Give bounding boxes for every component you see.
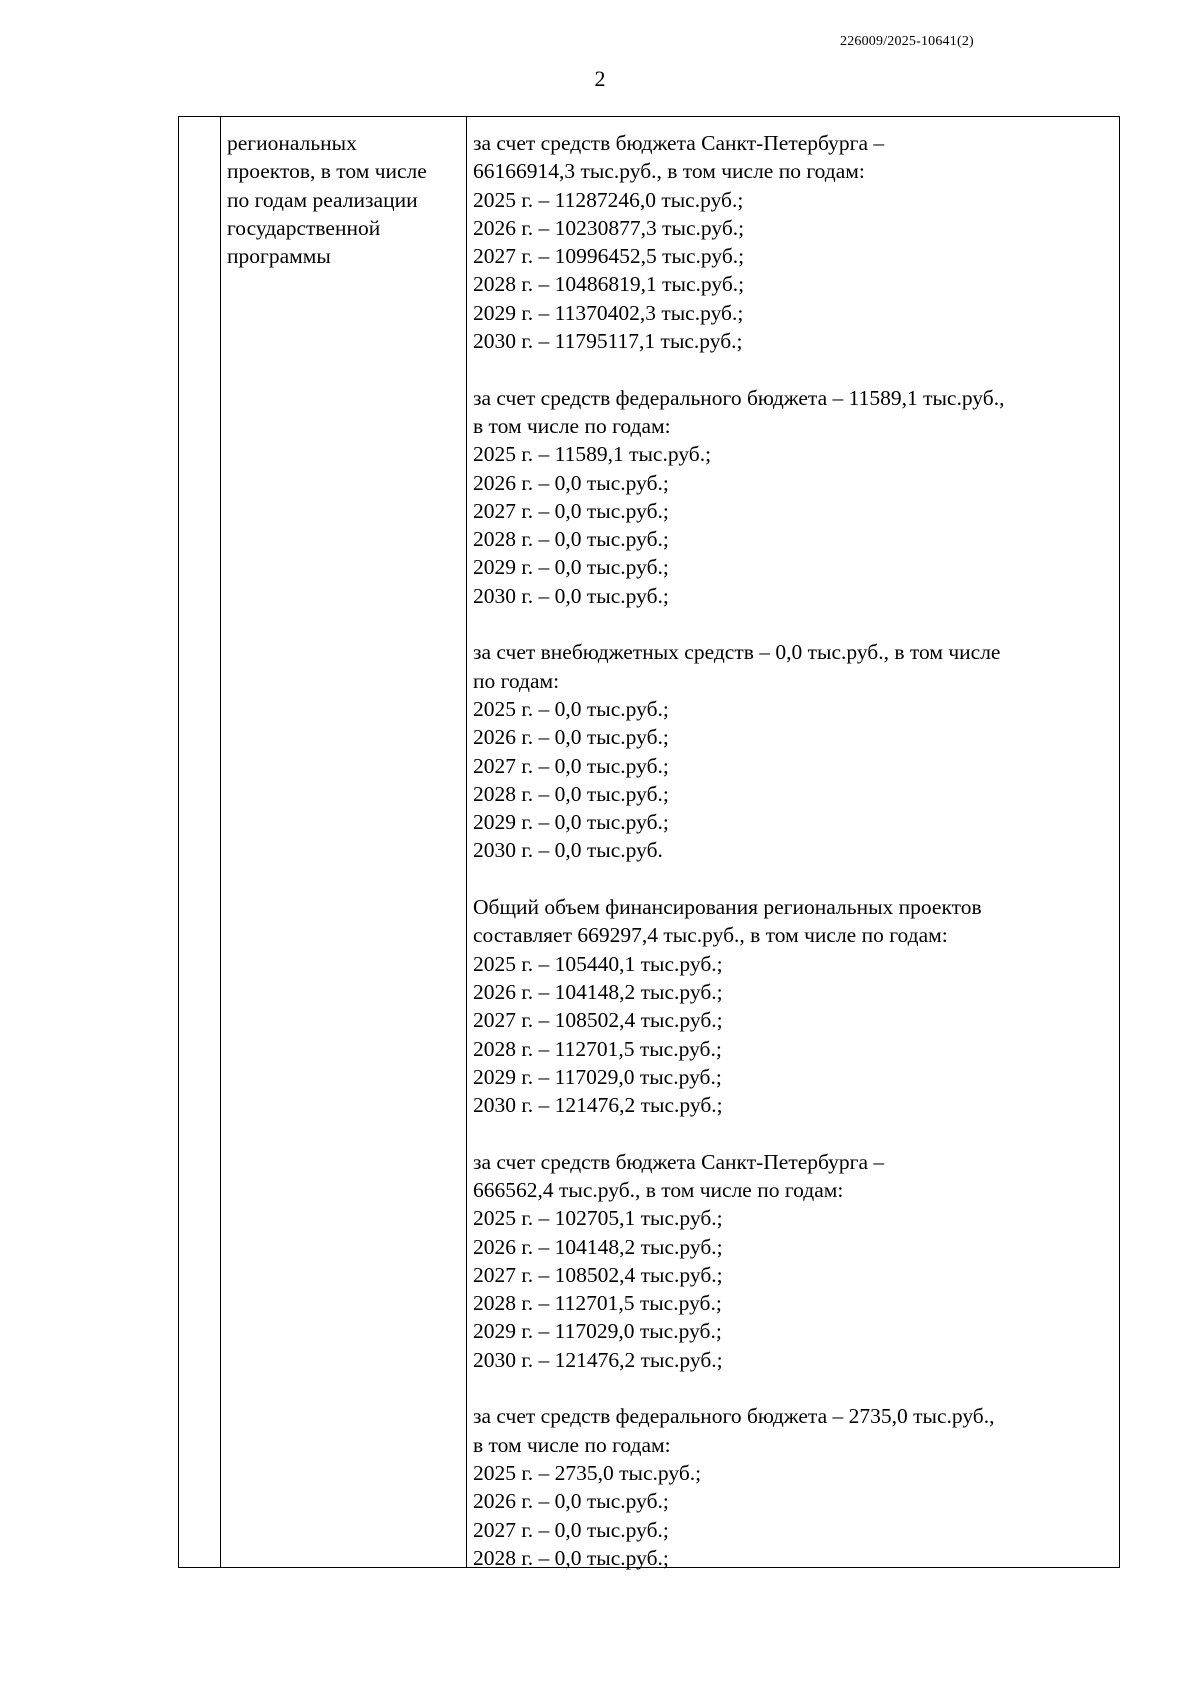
funding-block-regional-federal-budget — [473, 1402, 1119, 1572]
table-column-index — [179, 117, 221, 1567]
funding-line: 2025 г. – 102705,1 тыс.руб.; — [473, 1206, 723, 1231]
funding-line: 2028 г. – 112701,5 тыс.руб.; — [473, 1036, 722, 1061]
funding-line: 2026 г. – 0,0 тыс.руб.; — [473, 1489, 669, 1514]
funding-line: 2026 г. – 0,0 тыс.руб.; — [473, 470, 669, 495]
funding-line: 2025 г. – 0,0 тыс.руб.; — [473, 696, 669, 721]
funding-line: 2027 г. – 0,0 тыс.руб.; — [473, 753, 669, 778]
funding-block-spb-budget — [473, 129, 1119, 355]
funding-line: 2027 г. – 108502,4 тыс.руб.; — [473, 1008, 723, 1033]
funding-block-regional-projects-total — [473, 893, 1119, 1119]
funding-line: 2027 г. – 0,0 тыс.руб.; — [473, 1517, 669, 1542]
funding-line: 2026 г. – 10230877,3 тыс.руб.; — [473, 215, 745, 240]
funding-line: 2027 г. – 10996452,5 тыс.руб.; — [473, 244, 745, 269]
funding-block-federal-budget — [473, 384, 1119, 610]
funding-block-extrabudgetary — [473, 638, 1119, 864]
table-cell-funding — [467, 117, 1119, 1570]
funding-line: 2029 г. – 0,0 тыс.руб.; — [473, 810, 669, 835]
funding-line: 2029 г. – 117029,0 тыс.руб.; — [473, 1064, 722, 1089]
funding-line: 2027 г. – 108502,4 тыс.руб.; — [473, 1262, 723, 1287]
table-cell-description — [221, 117, 467, 1567]
funding-line: 2026 г. – 104148,2 тыс.руб.; — [473, 1234, 723, 1259]
funding-table — [178, 116, 1120, 1568]
funding-line: 2026 г. – 104148,2 тыс.руб.; — [473, 979, 723, 1004]
funding-line: за счет средств федерального бюджета – 2735,0 тыс.руб., — [473, 1404, 995, 1429]
funding-line: 666562,4 тыс.руб., в том числе по годам: — [473, 1177, 844, 1202]
funding-line: 66166914,3 тыс.руб., в том числе по годам: — [473, 159, 865, 184]
description-line: государственной — [227, 215, 381, 240]
description-line: региональных — [227, 131, 357, 155]
funding-line: 2028 г. – 0,0 тыс.руб.; — [473, 1545, 669, 1570]
funding-line: Общий объем финансирования региональных проектов — [473, 895, 982, 920]
funding-line: 2026 г. – 0,0 тыс.руб.; — [473, 725, 669, 750]
funding-line: 2025 г. – 105440,1 тыс.руб.; — [473, 951, 723, 976]
document-number: 226009/2025-10641(2) — [840, 34, 974, 49]
funding-line: 2028 г. – 112701,5 тыс.руб.; — [473, 1291, 722, 1316]
funding-line: в том числе по годам: — [473, 413, 671, 438]
funding-line: в том числе по годам: — [473, 1432, 671, 1457]
funding-line: 2028 г. – 10486819,1 тыс.руб.; — [473, 272, 745, 297]
funding-line: 2029 г. – 0,0 тыс.руб.; — [473, 555, 669, 580]
funding-line: 2030 г. – 0,0 тыс.руб. — [473, 838, 663, 863]
funding-block-regional-spb-budget — [473, 1148, 1119, 1374]
funding-line: за счет средств федерального бюджета – 11589,1 тыс.руб., — [473, 385, 1005, 410]
funding-line: 2028 г. – 0,0 тыс.руб.; — [473, 781, 669, 806]
funding-line: 2029 г. – 117029,0 тыс.руб.; — [473, 1319, 722, 1344]
funding-line: за счет внебюджетных средств – 0,0 тыс.руб., в том числе — [473, 640, 1001, 665]
funding-line: составляет 669297,4 тыс.руб., в том числе по годам: — [473, 923, 948, 948]
funding-line: за счет средств бюджета Санкт-Петербурга – — [473, 1149, 885, 1174]
description-line: проектов, в том числе — [227, 159, 427, 184]
funding-line: 2028 г. – 0,0 тыс.руб.; — [473, 527, 669, 552]
funding-line: 2030 г. – 11795117,1 тыс.руб.; — [473, 329, 743, 354]
funding-line: 2029 г. – 11370402,3 тыс.руб.; — [473, 300, 744, 325]
funding-line: за счет средств бюджета Санкт-Петербурга – — [473, 131, 885, 155]
description-line: программы — [227, 244, 331, 269]
description-line: по годам реализации — [227, 187, 418, 212]
funding-line: 2030 г. – 121476,2 тыс.руб.; — [473, 1347, 723, 1372]
page-number: 2 — [594, 66, 606, 91]
funding-line: 2025 г. – 11287246,0 тыс.руб.; — [473, 187, 744, 212]
funding-line: 2030 г. – 0,0 тыс.руб.; — [473, 583, 669, 608]
funding-line: 2025 г. – 11589,1 тыс.руб.; — [473, 442, 712, 467]
funding-line: 2025 г. – 2735,0 тыс.руб.; — [473, 1460, 702, 1485]
funding-line: 2027 г. – 0,0 тыс.руб.; — [473, 498, 669, 523]
funding-line: по годам: — [473, 668, 560, 693]
funding-line: 2030 г. – 121476,2 тыс.руб.; — [473, 1093, 723, 1118]
